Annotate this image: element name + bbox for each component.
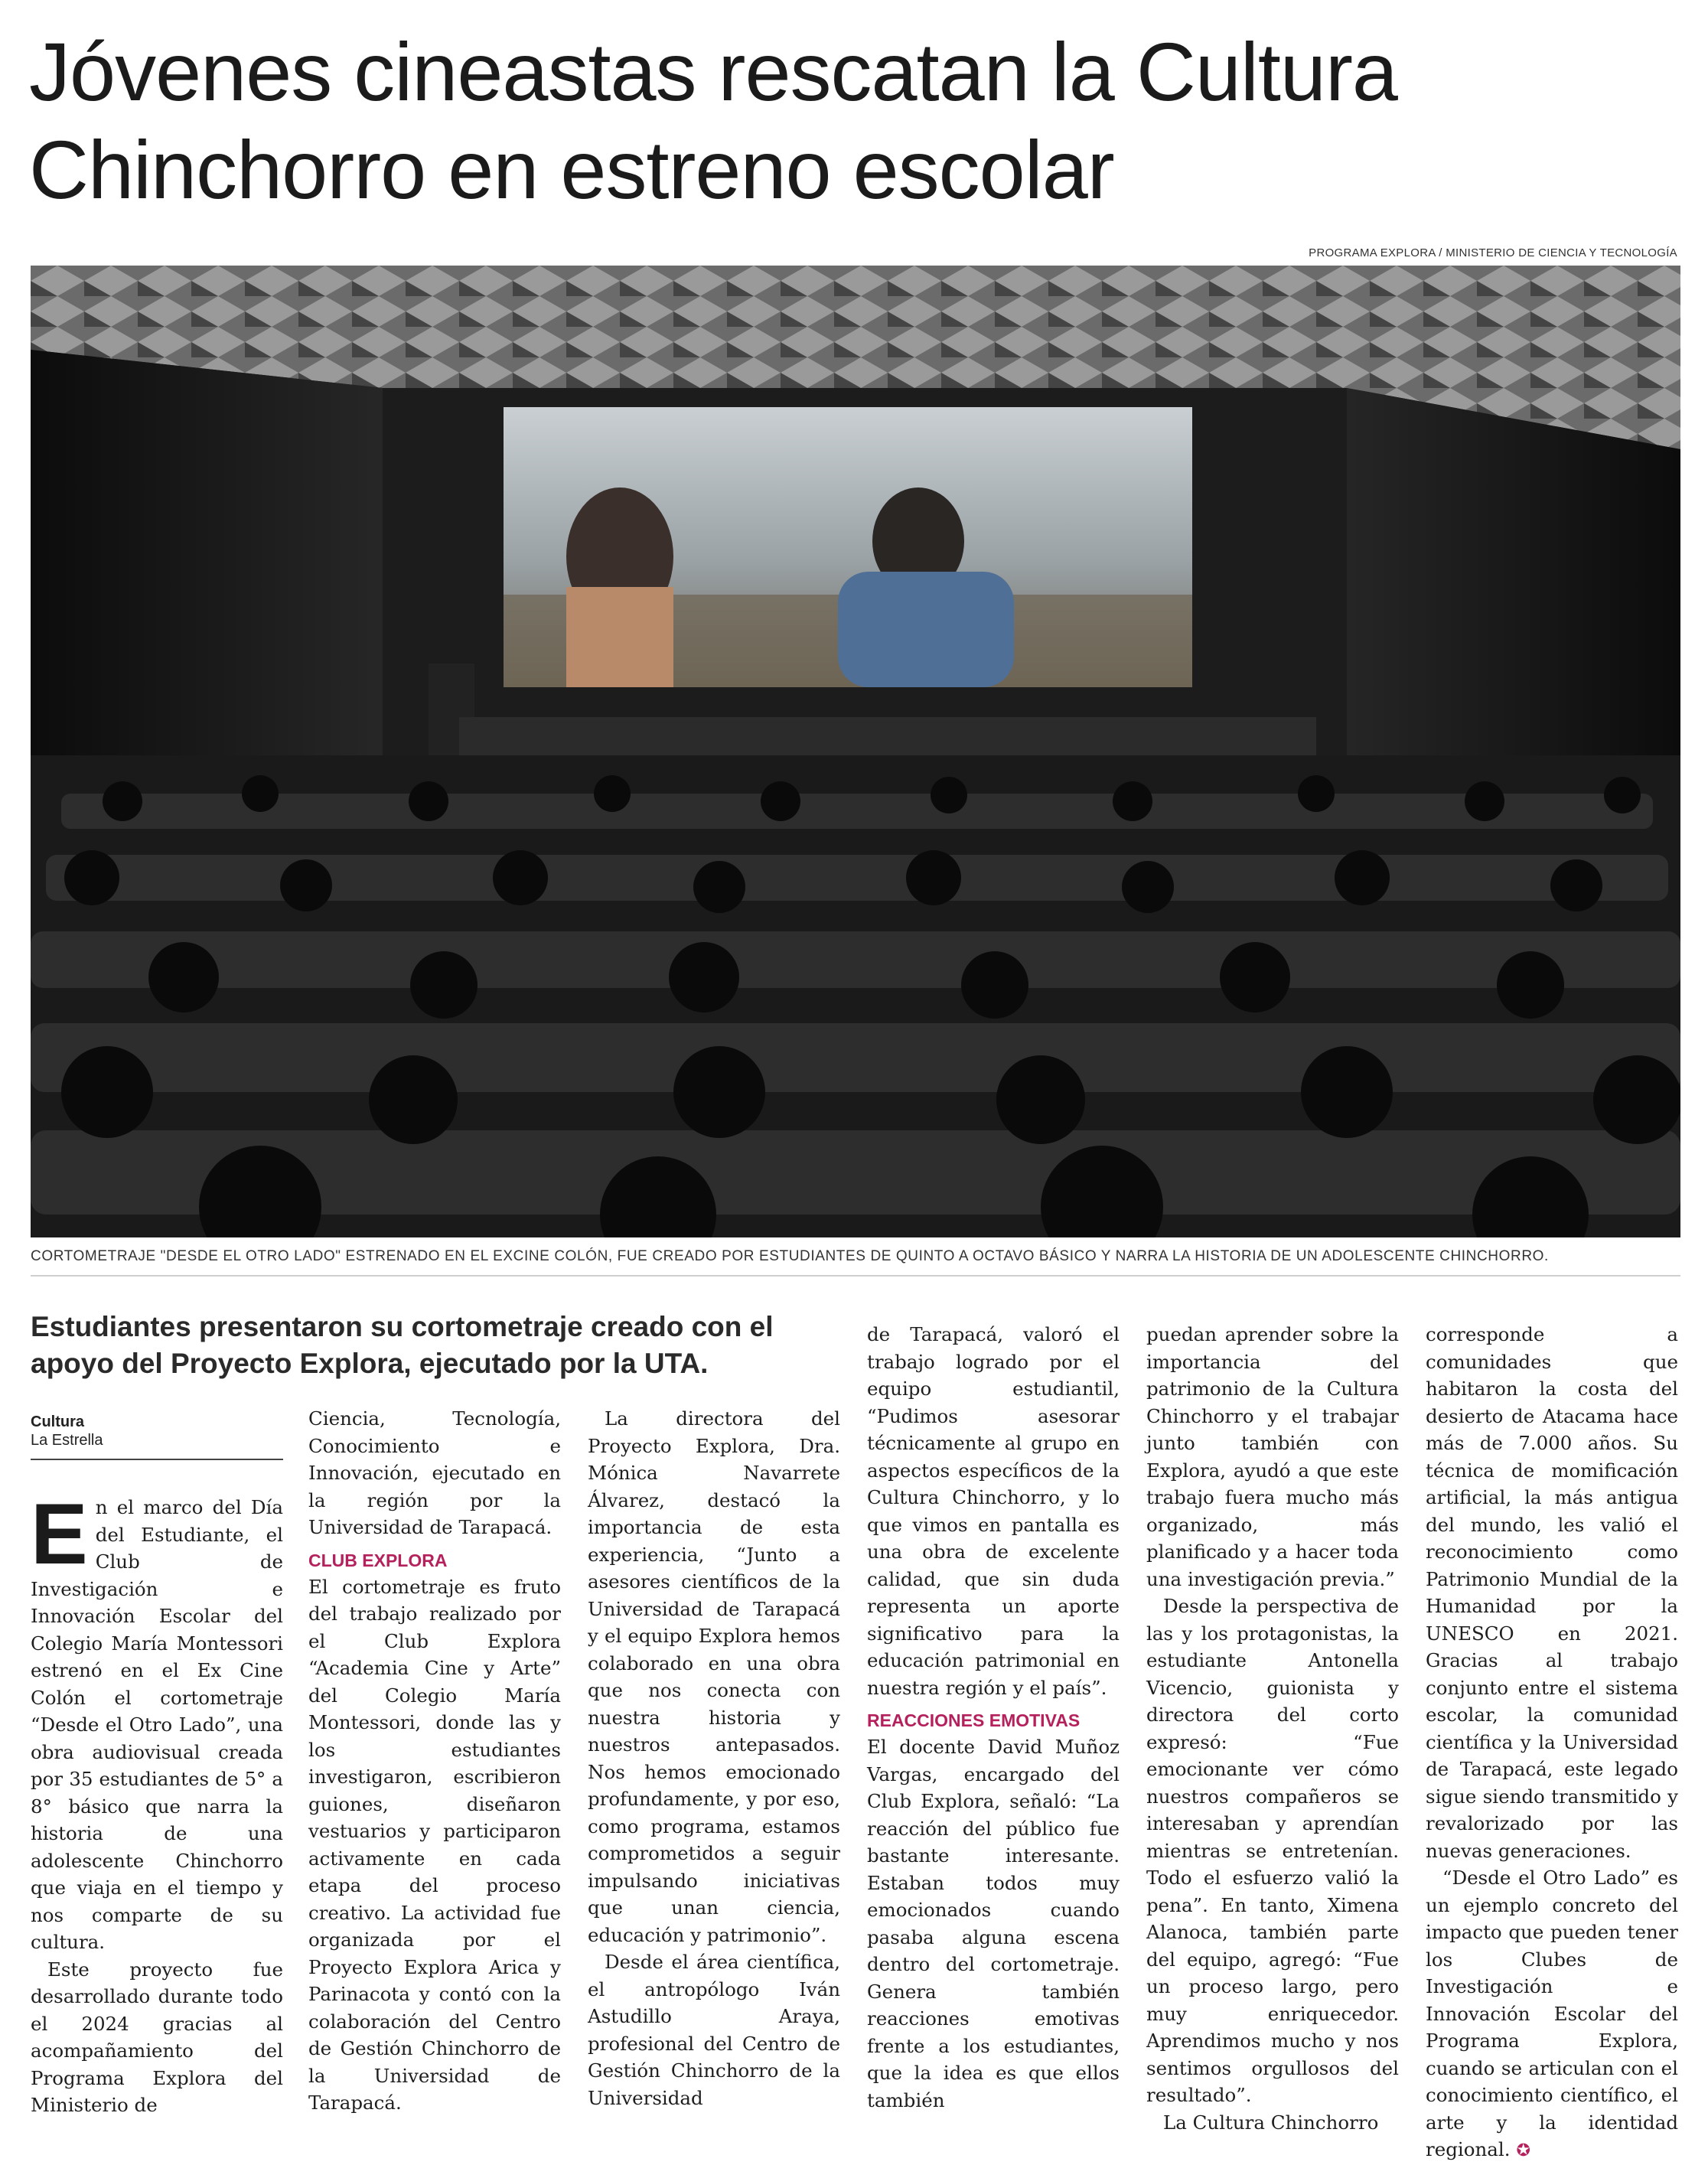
- section-divider: [31, 1459, 283, 1460]
- deck: Estudiantes presentaron su cortometraje creado con el apoyo del Proyecto Explora, ejecutado por la UTA.: [31, 1311, 774, 1379]
- paragraph: “Desde el Otro Lado” es un ejemplo concreto del impacto que pueden tener los Clubes de Investigación e Innovación Escolar del Programa Explora, cuando se articulan con el conocimiento científico, el arte y la identidad regional. ✪: [1426, 1867, 1678, 2160]
- column-2: [308, 1405, 561, 2117]
- paragraph: En el marco del Día del Estudiante, el Club de Investigación e Innovación Escolar del Colegio María Montessori estrenó en el Ex Cine Colón el cortometraje “Desde el Otro Lado”, una obra audiovisual creada por 35 estudiantes de 5° a 8° básico que narra la historia de una adolescente Chinchorro que viaja en el tiempo y nos comparte de su cultura.: [31, 1486, 283, 1953]
- section-label: [31, 1413, 103, 1449]
- paragraph: El docente David Muñoz Vargas, encargado del Club Explora, señaló: “La reacción del público fue bastante interesante. Estaban todos muy emocionados cuando pasaba alguna escena dentro del cortometraje. Genera también reacciones emotivas frente a los estudiantes, que la idea es que ellos también: [867, 1736, 1120, 2111]
- paragraph: Este proyecto fue desarrollado durante todo el 2024 gracias al acompañamiento del Programa Explora del Ministerio de: [31, 1958, 283, 2116]
- paragraph: La Cultura Chinchorro: [1163, 2111, 1379, 2134]
- paragraph: de Tarapacá, valoró el trabajo logrado por el equipo estudiantil, “Pudimos asesorar técnicamente al grupo en aspectos específicos de la Cultura Chinchorro, y lo que vimos en pantalla es una obra de excelente calidad, que sin duda representa un aporte significativo para la educación patrimonial en nuestra región y el país”.: [867, 1323, 1120, 1699]
- paragraph: Ciencia, Tecnología, Conocimiento e Innovación, ejecutado en la región por la Universidad de Tarapacá.: [308, 1407, 561, 1538]
- photo-caption: CORTOMETRAJE "DESDE EL OTRO LADO" ESTRENADO EN EL EXCINE COLÓN, FUE CREADO POR ESTUDIANTES DE QUINTO A OCTAVO BÁSICO Y NARRA LA HISTORIA DE UN ADOLESCENTE CHINCHORRO.: [31, 1248, 1549, 1264]
- paragraph: La directora del Proyecto Explora, Dra. Mónica Navarrete Álvarez, destacó la importancia de esta experiencia, “Junto a asesores científicos de la Universidad de Tarapacá y el equipo Explora hemos colaborado en una obra que nos conecta con nuestra historia y nuestros antepasados. Nos hemos emocionado profundamente, y por eso, como programa, estamos comprometidos a seguir impulsando iniciativas que unan ciencia, educación y patrimonio”.: [588, 1407, 840, 1946]
- headline: Jóvenes cineastas rescatan la Cultura Chinchorro en estreno escolar: [29, 25, 1397, 216]
- column-5: [1146, 1321, 1399, 2136]
- paragraph: El cortometraje es fruto del trabajo realizado por el Club Explora “Academia Cine y Arte” del Colegio María Montessori, donde las y los estudiantes investigaron, escribieron guiones, diseñaron vestuarios y participaron activamente en cada etapa del proceso creativo. La actividad fue organizada por el Proyecto Explora Arica y Parinacota y contó con la colaboración del Centro de Gestión Chinchorro de la Universidad de Tarapacá.: [308, 1575, 561, 2114]
- column-1: [31, 1486, 283, 2119]
- byline: La Estrella: [31, 1432, 103, 1449]
- column-3: [588, 1405, 840, 2111]
- photo-credit: PROGRAMA EXPLORA / MINISTERIO DE CIENCIA Y TECNOLOGÍA: [1309, 246, 1677, 259]
- end-mark-icon: ✪: [1516, 2141, 1530, 2160]
- paragraph: puedan aprender sobre la importancia del patrimonio de la Cultura Chinchorro y el trabajar junto también con Explora, ayudó a que este trabajo fuera mucho más organizado, más planificado y a hacer toda una investigación previa.”: [1146, 1323, 1399, 1590]
- paragraph: corresponde a comunidades que habitaron la costa del desierto de Atacama hace más de 7.000 años. Su técnica de momificación artificial, la más antigua del mundo, les valió el reconocimiento como Patrimonio Mundial de la Humanidad por la UNESCO en 2021. Gracias al trabajo conjunto entre el sistema escolar, la comunidad científica y la Universidad de Tarapacá, este legado sigue siendo transmitido y revalorizado por las nuevas generaciones.: [1426, 1323, 1678, 1862]
- paragraph: Desde el área científica, el antropólogo Iván Astudillo Araya, profesional del Centro de Gestión Chinchorro de la Universidad: [588, 1951, 840, 2109]
- subhead-club-explora: CLUB EXPLORA: [308, 1550, 448, 1570]
- drop-cap: E: [31, 1486, 88, 1582]
- cinema-photo: [31, 266, 1680, 1237]
- paragraph: Desde la perspectiva de las y los protagonistas, la estudiante Antonella Vicencio, guionista y directora del corto expresó: “Fue emocionante ver cómo nuestros compañeros se interesaban y aprendían mientras se entretenían. Todo el esfuerzo valió la pena”. En tanto, Ximena Alanoca, también parte del equipo, agregó: “Fue un proceso largo, pero muy enriquecedor. Aprendimos mucho y nos sentimos orgullosos del resultado”.: [1146, 1595, 1399, 2106]
- column-4: [867, 1321, 1120, 2114]
- subhead-reacciones-emotivas: REACCIONES EMOTIVAS: [867, 1710, 1081, 1730]
- section-name: Cultura: [31, 1413, 84, 1430]
- caption-divider: [31, 1275, 1680, 1277]
- column-6: [1426, 1321, 1678, 2165]
